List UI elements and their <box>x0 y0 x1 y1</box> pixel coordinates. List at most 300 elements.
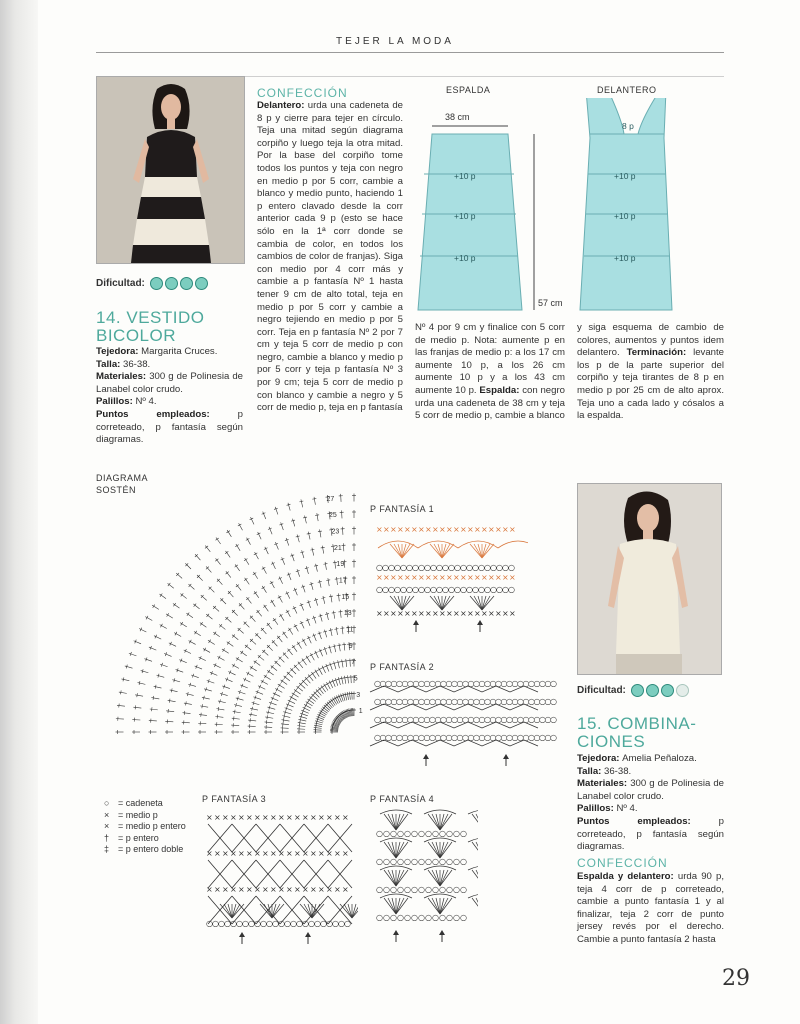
chart-symbol: ○ <box>522 679 530 688</box>
crochet-stitch <box>344 659 348 667</box>
chart-symbol: ○ <box>500 679 508 688</box>
spec-key: Palillos: <box>96 396 136 408</box>
legend-item <box>104 844 200 856</box>
chart-fan-stitch <box>434 596 442 610</box>
crochet-stitch <box>293 588 297 595</box>
crochet-stitch <box>286 610 291 617</box>
chart-fan-stitch <box>432 870 440 886</box>
chart-symbol: × <box>342 849 349 858</box>
chart-symbol: ○ <box>434 697 442 706</box>
crochet-stitch <box>248 724 256 728</box>
crochet-stitch <box>263 605 268 612</box>
arrow-head-icon <box>393 930 399 935</box>
crochet-stitch <box>231 723 239 727</box>
chart-arch <box>424 810 456 814</box>
chart-symbol: × <box>425 609 432 618</box>
crochet-stitch <box>281 679 288 684</box>
crochet-stitch <box>314 730 322 734</box>
legend-item <box>104 833 200 845</box>
chart-symbol: × <box>318 885 325 894</box>
crochet-stitch <box>165 720 173 724</box>
crochet-stitch <box>234 703 242 707</box>
sosten-title-line2: SOSTÉN <box>96 485 137 495</box>
chart-fan-stitch <box>402 544 410 558</box>
crochet-stitch <box>149 730 157 734</box>
chart-symbol: ○ <box>434 715 442 724</box>
crochet-stitch <box>141 669 149 673</box>
chart-fan-stitch <box>482 596 490 610</box>
crochet-stitch <box>352 527 356 535</box>
chart-symbol: ○ <box>478 563 485 572</box>
crochet-stitch <box>216 707 224 711</box>
chart-symbol: ○ <box>528 715 535 724</box>
crochet-stitch <box>310 653 315 660</box>
chart-symbol: × <box>376 573 383 582</box>
spec-value: 300 g de Polinesia de Lanabel color crudo. <box>96 371 244 395</box>
crochet-stitch <box>271 562 275 569</box>
difficulty-row <box>96 277 208 290</box>
delantero-lead: Delantero: <box>257 100 305 111</box>
crochet-stitch <box>340 510 344 518</box>
spec-line <box>96 409 243 447</box>
crochet-stitch <box>139 628 146 632</box>
crochet-stitch <box>297 686 303 691</box>
crochet-stitch <box>215 722 223 726</box>
chart-symbol: ○ <box>382 585 389 594</box>
chart-symbol: ○ <box>388 563 395 572</box>
chart-symbol: ○ <box>394 585 401 594</box>
crochet-stitch <box>285 591 289 598</box>
chart-symbol: ○ <box>404 913 411 922</box>
arrow-head-icon <box>503 754 509 759</box>
chart-symbol: ○ <box>446 829 453 838</box>
chart-symbol: ○ <box>374 715 381 724</box>
chart-symbol: ○ <box>385 697 392 706</box>
chart-symbol: × <box>206 885 213 894</box>
model-figure-illustration <box>97 77 244 263</box>
crochet-stitch <box>318 631 322 639</box>
chart-symbol: × <box>326 885 333 894</box>
chart-symbol: ○ <box>442 563 449 572</box>
chart-symbol: × <box>446 573 453 582</box>
chart-symbol: ○ <box>412 697 420 706</box>
crochet-stitch <box>182 720 190 724</box>
crochet-stitch <box>274 507 278 515</box>
crochet-stitch <box>256 690 263 694</box>
crochet-stitch <box>283 710 291 714</box>
chart-symbol: ○ <box>418 733 425 742</box>
spec-key: Materiales: <box>577 778 631 790</box>
chart-symbol: ○ <box>478 697 486 706</box>
crochet-stitch <box>172 678 180 682</box>
chart-symbol: ○ <box>490 585 497 594</box>
chart-lattice <box>232 824 256 852</box>
crochet-stitch <box>194 631 201 636</box>
crochet-stitch <box>257 532 261 539</box>
crochet-stitch <box>281 726 289 730</box>
crochet-stitch <box>296 569 300 577</box>
row-number: 25 <box>329 512 337 520</box>
chart-symbol: × <box>453 609 460 618</box>
pattern-specs <box>577 753 724 854</box>
crochet-stitch <box>246 597 251 603</box>
chart-symbol: ○ <box>550 715 557 724</box>
chart-symbol: ○ <box>506 733 513 742</box>
crochet-stitch <box>149 646 156 650</box>
chart-fan-stitch <box>440 814 448 830</box>
chart-symbol: × <box>467 525 474 534</box>
chart-symbol: × <box>342 813 349 822</box>
chart-symbol: ○ <box>230 919 237 928</box>
chart-symbol: ○ <box>418 563 425 572</box>
crochet-stitch <box>236 584 241 590</box>
crochet-stitch <box>292 645 297 652</box>
crochet-stitch <box>265 720 273 724</box>
chart-lattice <box>208 824 232 852</box>
crochet-stitch <box>199 656 206 660</box>
chart-symbol: × <box>214 885 221 894</box>
chart-symbol: ○ <box>439 885 446 894</box>
chart-symbol: ○ <box>446 913 453 922</box>
crochet-stitch <box>220 692 228 696</box>
crochet-stitch <box>249 713 257 717</box>
crochet-stitch <box>174 632 181 637</box>
crochet-stitch <box>232 610 238 616</box>
chart-symbol: ○ <box>544 715 552 724</box>
chart-symbol: ○ <box>390 697 398 706</box>
arrow-head-icon <box>423 754 429 759</box>
chart-symbol: × <box>310 813 317 822</box>
crochet-stitch <box>338 610 342 618</box>
crochet-stitch <box>352 593 356 601</box>
crochet-stitch <box>346 675 350 683</box>
chart-symbol: ○ <box>290 919 297 928</box>
crochet-stitch <box>273 692 280 696</box>
row-number: 7 <box>351 659 356 667</box>
fantasia-1-chart <box>368 518 528 638</box>
difficulty-rating <box>148 278 208 289</box>
chart-symbol: ○ <box>430 563 437 572</box>
crochet-stitch <box>342 543 346 551</box>
crochet-stitch <box>152 604 159 609</box>
chart-symbol: ○ <box>460 885 467 894</box>
chart-symbol: ○ <box>462 697 469 706</box>
crochet-stitch <box>236 657 243 662</box>
legend-item <box>104 821 200 833</box>
chart-symbol: ○ <box>236 919 243 928</box>
crochet-stitch <box>173 603 180 608</box>
crochet-stitch <box>248 718 256 722</box>
chart-symbol: ○ <box>489 733 497 742</box>
crochet-stitch <box>154 685 162 689</box>
chart-symbol: ○ <box>407 715 414 724</box>
chart-symbol: ○ <box>383 885 390 894</box>
chart-symbol: ○ <box>320 919 327 928</box>
delantero-top: 8 p <box>622 121 634 131</box>
chart-symbol: ○ <box>472 585 479 594</box>
chart-symbol: × <box>302 885 309 894</box>
chart-symbol: × <box>246 849 253 858</box>
crochet-stitch <box>294 665 299 671</box>
crochet-stitch <box>252 701 260 705</box>
crochet-stitch <box>169 642 176 646</box>
crochet-stitch <box>318 529 322 537</box>
arrow-head-icon <box>305 932 311 937</box>
crochet-stitch <box>282 714 290 718</box>
chart-arch <box>424 866 456 870</box>
crochet-stitch <box>250 707 258 711</box>
chart-symbol: ○ <box>425 829 432 838</box>
crochet-stitch <box>244 578 249 585</box>
chart-symbol: × <box>326 813 333 822</box>
crochet-stitch <box>213 606 219 611</box>
arrow-head-icon <box>477 620 483 625</box>
chart-symbol: × <box>474 525 481 534</box>
crochet-stitch <box>340 626 344 634</box>
espalda-lead: Espalda: <box>479 384 520 396</box>
chart-symbol: ○ <box>284 919 291 928</box>
chart-symbol: × <box>467 609 474 618</box>
chart-symbol: ○ <box>490 563 497 572</box>
crochet-stitch <box>225 617 231 622</box>
chart-symbol: × <box>383 525 390 534</box>
crochet-stitch <box>228 671 235 675</box>
chart-symbol: × <box>270 885 277 894</box>
chart-symbol: × <box>509 609 516 618</box>
crochet-stitch <box>250 616 255 622</box>
crochet-stitch <box>342 643 346 651</box>
chart-symbol: ○ <box>423 679 431 688</box>
chart-symbol: ○ <box>390 857 397 866</box>
fantasia-3-label: P FANTASÍA 3 <box>202 794 267 804</box>
chart-symbol: × <box>206 813 213 822</box>
legend-text: = cadeneta <box>118 798 163 808</box>
chart-fan-stitch <box>440 898 448 914</box>
chart-symbol: × <box>230 885 237 894</box>
chart-symbol: × <box>502 609 509 618</box>
crochet-stitch <box>261 680 268 685</box>
crochet-stitch <box>235 564 240 571</box>
difficulty-dot-icon <box>676 684 689 697</box>
chart-symbol: ○ <box>466 585 473 594</box>
crochet-stitch <box>225 678 232 682</box>
chart-symbol: × <box>481 609 488 618</box>
crochet-stitch <box>278 683 285 688</box>
crochet-stitch <box>264 675 271 680</box>
chart-symbol: ○ <box>432 829 439 838</box>
spec-key: Tejedora: <box>96 346 142 357</box>
chart-symbol: × <box>334 813 341 822</box>
chart-symbol: × <box>214 849 221 858</box>
chart-symbol: × <box>206 849 213 858</box>
chart-symbol: × <box>286 849 293 858</box>
legend-item <box>104 810 200 822</box>
chart-symbol: ○ <box>462 679 469 688</box>
legend-text: = p entero <box>118 832 159 843</box>
crochet-stitch <box>217 656 224 661</box>
chart-symbol: × <box>474 573 481 582</box>
chart-fan-stitch <box>396 814 404 830</box>
chart-arch <box>468 838 478 842</box>
chart-lattice <box>280 824 304 852</box>
chart-symbol: × <box>439 609 446 618</box>
crochet-stitch <box>150 707 158 711</box>
spec-key: Talla: <box>577 765 605 777</box>
chart-symbol: ○ <box>404 885 411 894</box>
chart-symbol: ○ <box>388 585 395 594</box>
espalda-inc-2: +10 p <box>454 211 476 221</box>
crochet-stitch <box>297 730 305 734</box>
chart-symbol: ○ <box>473 733 480 742</box>
chart-symbol: ○ <box>376 913 383 922</box>
crochet-stitch <box>250 666 257 671</box>
crochet-stitch <box>282 718 290 722</box>
chart-symbol: ○ <box>453 829 460 838</box>
crochet-stitch <box>166 709 174 713</box>
chart-symbol: ○ <box>424 585 431 594</box>
delantero-inc-3: +10 p <box>614 253 636 263</box>
chart-symbol: × <box>383 609 390 618</box>
chart-symbol: ○ <box>448 585 455 594</box>
chart-symbol: × <box>502 573 509 582</box>
chart-symbol: ○ <box>407 679 414 688</box>
chart-symbol: ○ <box>473 697 480 706</box>
chart-symbol: × <box>376 525 383 534</box>
crochet-stitch <box>166 613 173 618</box>
crochet-stitch <box>262 650 268 655</box>
chart-symbol: × <box>222 885 229 894</box>
crochet-stitch <box>186 692 194 696</box>
chart-arch <box>380 866 412 870</box>
chart-symbol: × <box>334 849 341 858</box>
chart-symbol: ○ <box>396 715 403 724</box>
chart-symbol: ○ <box>266 919 273 928</box>
chart-symbol: × <box>376 609 383 618</box>
crochet-stitch <box>349 675 353 683</box>
crochet-stitch <box>116 717 124 721</box>
crochet-stitch <box>264 547 268 554</box>
instructions-col-3 <box>577 322 724 423</box>
chart-symbol: ○ <box>511 715 519 724</box>
crochet-stitch <box>244 622 250 628</box>
crochet-stitch <box>282 632 287 639</box>
crochet-stitch <box>300 603 304 610</box>
chart-symbol: ○ <box>424 563 431 572</box>
crochet-stitch <box>269 701 277 705</box>
chart-symbol: ○ <box>406 563 413 572</box>
chart-symbol: ○ <box>401 715 409 724</box>
chart-symbol: ○ <box>478 679 486 688</box>
chart-arch <box>424 838 456 842</box>
chart-symbol: ○ <box>517 733 524 742</box>
crochet-stitch <box>206 614 212 619</box>
chart-symbol: ○ <box>401 733 409 742</box>
chart-symbol: × <box>481 525 488 534</box>
chart-symbol: ○ <box>397 885 404 894</box>
crochet-stitch <box>290 554 294 562</box>
chart-fan-stitch <box>394 596 402 610</box>
chart-symbol: × <box>254 813 261 822</box>
chart-symbol: × <box>509 573 516 582</box>
crochet-stitch <box>339 494 343 502</box>
crochet-stitch <box>198 730 206 734</box>
chart-fan-stitch <box>432 814 440 830</box>
chart-symbol: ○ <box>260 919 267 928</box>
chart-symbol: × <box>460 525 467 534</box>
chart-symbol: ○ <box>412 715 420 724</box>
crochet-stitch <box>292 692 299 697</box>
difficulty-label: Dificultad: <box>96 278 145 290</box>
spec-value: 36-38. <box>604 765 632 777</box>
chart-symbol: ○ <box>533 679 541 688</box>
crochet-stitch <box>281 557 285 564</box>
chart-symbol: ○ <box>522 733 530 742</box>
crochet-stitch <box>293 606 297 613</box>
chart-symbol: ○ <box>489 679 497 688</box>
chart-symbol: ○ <box>344 919 351 928</box>
legend-symbol-icon: † <box>104 832 110 843</box>
title-line-1: 15. COMBINA- <box>577 714 697 733</box>
crochet-stitch <box>170 688 178 692</box>
row-number: 15 <box>341 593 350 601</box>
chart-lattice <box>304 860 328 888</box>
arrow-head-icon <box>439 930 445 935</box>
chart-symbol: × <box>254 849 261 858</box>
crochet-stitch <box>279 522 283 530</box>
crochet-stitch <box>264 725 272 729</box>
chart-symbol: × <box>495 609 502 618</box>
crochet-stitch <box>176 668 184 672</box>
chart-symbol: ○ <box>418 697 425 706</box>
chart-symbol: ○ <box>496 563 503 572</box>
crochet-stitch <box>300 621 304 628</box>
chart-symbol: ○ <box>495 715 502 724</box>
chart-symbol: × <box>460 609 467 618</box>
spec-key: Materiales: <box>96 371 150 383</box>
chart-symbol: ○ <box>550 697 557 706</box>
chart-symbol: ○ <box>418 585 425 594</box>
chart-fan-stitch <box>304 904 312 918</box>
chart-symbol: ○ <box>439 829 446 838</box>
crochet-stitch <box>244 558 249 565</box>
chart-symbol: ○ <box>383 857 390 866</box>
crochet-stitch <box>287 573 291 580</box>
chart-symbol: ○ <box>460 585 467 594</box>
crochet-stitch <box>279 657 285 663</box>
crochet-stitch <box>207 679 215 683</box>
chart-symbol: ○ <box>462 733 469 742</box>
chart-fan-stitch <box>474 596 482 610</box>
espalda-delantero-text: urda 90 p, teja 4 corr de p correteado, cambie a punto fantasía 1 y al finalizar, teja 2 corr de punto jersey revés por el derecho. Cambie a punto fantasía 2 hasta <box>577 871 724 945</box>
chart-symbol: ○ <box>397 913 404 922</box>
chart-symbol: ○ <box>500 715 508 724</box>
crochet-stitch <box>305 566 309 574</box>
chart-symbol: ○ <box>407 697 414 706</box>
chart-symbol: ○ <box>440 733 447 742</box>
spec-line <box>577 778 724 803</box>
crochet-stitch <box>294 689 301 694</box>
chart-symbol: ○ <box>390 715 398 724</box>
terminacion-lead: Terminación: <box>626 347 687 359</box>
chart-symbol: × <box>397 609 404 618</box>
chart-symbol: ○ <box>314 919 321 928</box>
chart-symbol: ○ <box>544 733 552 742</box>
crochet-stitch <box>310 548 314 556</box>
chart-fan-stitch <box>396 842 404 858</box>
chart-symbol: ○ <box>500 733 508 742</box>
chart-symbol: ○ <box>456 679 464 688</box>
chart-symbol: ○ <box>511 679 519 688</box>
